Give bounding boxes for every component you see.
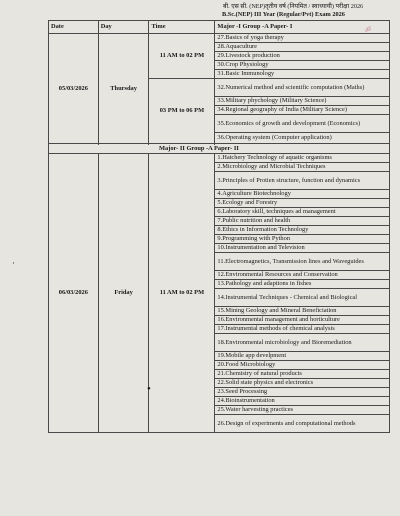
ink-dot-mark: • (147, 383, 151, 395)
subject-item: 26.Design of experiments and computational methods (215, 415, 390, 433)
exam-time-slot-3: 11 AM to 02 PM (149, 154, 215, 433)
subject-item: 29.Livestock production (215, 52, 390, 61)
subject-item: 13.Pathology and adaptions in fishes (215, 280, 390, 289)
subject-item: 33.Military phychology (Military Science) (215, 97, 390, 106)
subject-item: 21.Chemistry of natural products (215, 370, 390, 379)
subject-item: 5.Ecology and Forestry (215, 199, 390, 208)
subject-item: 6.Laboratory skill, techniques ad management (215, 208, 390, 217)
ink-mark: ॐ (364, 26, 371, 34)
table-row (49, 34, 390, 43)
subject-item: 16.Environmental management and horticulture (215, 316, 390, 325)
column-header-date: Date (49, 21, 99, 34)
exam-schedule-table (48, 20, 390, 433)
exam-time-slot-1: 11 AM to 02 PM (149, 34, 215, 79)
subject-item: 18.Environmental microbiology and Bioremediation (215, 334, 390, 352)
subject-item: 23.Seed Processing (215, 388, 390, 397)
subject-item: 3.Principles of Protien structure, function and dynamics (215, 172, 390, 190)
subject-item: 10.Instrumentation and Television (215, 244, 390, 253)
subject-item: 24.Bioinstrumentation (215, 397, 390, 406)
header-english-title: B.Sc.(NEP) III Year (Regular/Pvt) Exam 2026 (222, 11, 345, 18)
subject-item: 30.Crop Physiology (215, 61, 390, 70)
exam-time-slot-2: 03 PM to 06 PM (149, 79, 215, 144)
exam-date-1: 05/03/2026 (49, 34, 99, 144)
subject-item: 31.Basic Immunology (215, 70, 390, 79)
column-header-day: Day (98, 21, 149, 34)
group-row-major-2 (49, 144, 390, 154)
table-header-row (49, 21, 390, 34)
subject-item: 11.Electromagnetics, Transmission lines and Waveguides (215, 253, 390, 271)
subject-item: 8.Ethics in Information Technology (215, 226, 390, 235)
subject-item: 9.Programming with Python (215, 235, 390, 244)
header-hindi-title: बी. एस सी. (NEP)तृतीय वर्ष (नियमित / स्वाध्यायी) परीक्षा 2026 (223, 3, 364, 10)
subject-item: 22.Solid state physics and electronics (215, 379, 390, 388)
subject-item: 35.Economics of growth and development (Economics) (215, 115, 390, 133)
group-title-major-1: Major -I Group -A Paper- I (215, 21, 390, 34)
subject-item: 2.Microbiology and Microbial Techniques (215, 163, 390, 172)
punch-hole-mark: · (12, 258, 15, 268)
subject-item: 12.Environmental Resources and Conservation (215, 271, 390, 280)
exam-date-2: 06/03/2026 (49, 154, 99, 433)
column-header-time: Time (149, 21, 215, 34)
subject-item: 17.Instrumental methods of chemical analysis (215, 325, 390, 334)
subject-item: 32.Numerical method and scientific computation (Maths) (215, 79, 390, 97)
subject-item: 27.Basics of yoga therapy (215, 34, 390, 43)
exam-day-2: Friday (98, 154, 149, 433)
subject-item: 7.Public nutrition and health (215, 217, 390, 226)
exam-day-1: Thursday (98, 34, 149, 144)
subject-item: 34.Regional geography of India (Military Science) (215, 106, 390, 115)
subject-item: 36.Operating system (Computer application) (215, 133, 390, 144)
subject-item: 19.Mobile app develpment (215, 352, 390, 361)
subject-item: 25.Water harvesting practices (215, 406, 390, 415)
group-title-major-2: Major- II Group -A Paper- II (49, 144, 390, 154)
subject-item: 20.Food Microbiology (215, 361, 390, 370)
subject-item: 1.Hatchery Technology of aquatic organisms (215, 154, 390, 163)
subject-item: 14.Instrumental Techniques - Chemical and Biological (215, 289, 390, 307)
subject-item: 4.Agriculture Biotechnology (215, 190, 390, 199)
subject-item: 28.Aquaculture (215, 43, 390, 52)
subject-item: 15.Mining Geology and Mineral Beneficiation (215, 307, 390, 316)
